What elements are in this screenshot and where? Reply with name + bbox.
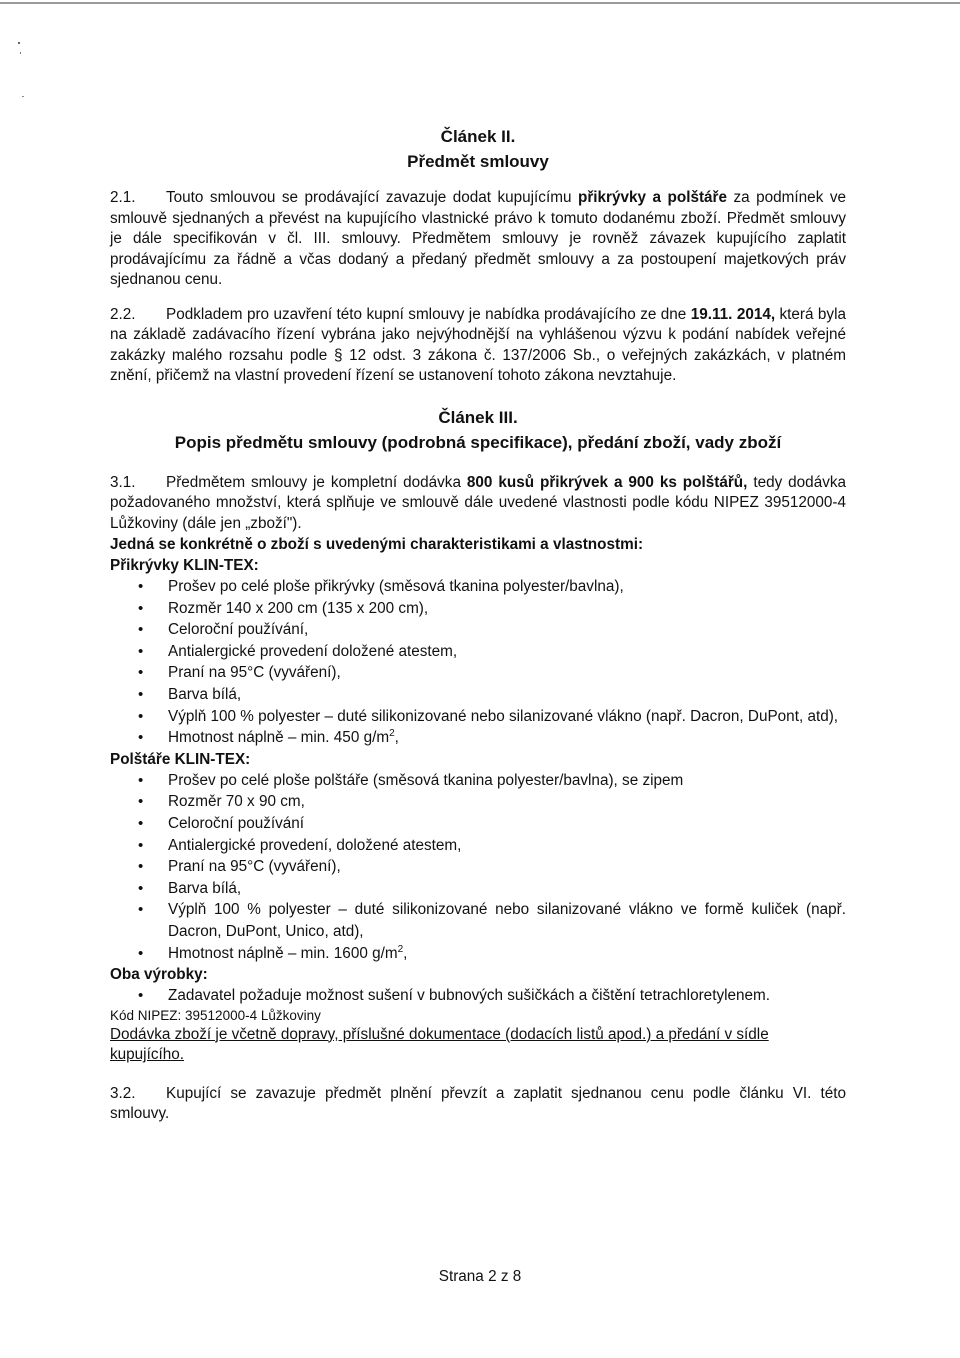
text: tedy dodávka požadovaného množství, která splňuje ve smlouvě dále uvedené vlastnosti podle kódu NIPEZ 39512000-4 Lůžkoviny (dále jen „zboží"). [110, 473, 847, 532]
article-3-title: Článek III. [438, 407, 518, 427]
list-item: • Výplň 100 % polyester – duté silikonizované nebo silanizované vlákno (např. Dacron, DuPont, atd), [138, 706, 846, 728]
text: , [394, 729, 399, 747]
list-item: • Barva bílá, [138, 684, 846, 706]
list-item: • Praní na 95°C (vyváření), [138, 662, 846, 684]
article-3-subtitle: Popis předmětu smlouvy (podrobná specifikace), předání zboží, vady zboží [174, 432, 782, 452]
bold-text: přikrývky a polštáře [577, 189, 728, 206]
scan-top-border [0, 2, 960, 4]
page-number: Strana 2 z 8 [438, 1268, 522, 1285]
characteristics-intro: Jedná se konkrétně o zboží s uvedenými charakteristikami a vlastnostmi: [110, 536, 644, 553]
list-item: • Prošev po celé ploše přikrývky (směsová tkanina polyester/bavlna), [138, 576, 846, 598]
list-item: • Barva bílá, [138, 878, 846, 900]
list-item: • Antialergické provedení, doložené atestem, [138, 835, 846, 857]
both-products-list [110, 985, 846, 1007]
list-item [138, 727, 846, 749]
paragraph-number: 3.2. [110, 1084, 136, 1102]
blankets-heading: Přikrývky KLIN-TEX: [110, 557, 259, 574]
delivery-terms: Dodávka zboží je včetně dopravy, příslušné dokumentace (dodacích listů apod.) a předání v sídle kupujícího. [110, 1025, 769, 1064]
text: za podmínek ve smlouvě sjednaných a převést na kupujícího vlastnické právo k tomuto dodanému zboží. Předmět smlouvy je dále specifikován v čl. III. smlouvy. Předmětem smlouvy je rovněž závazek kupujícího zaplatit prodávajícímu za řádně a včas dodaný a předaný předmět smlouvy a za postoupení majetkových práv sjednanou cenu. [110, 189, 846, 288]
text: Předmětem smlouvy je kompletní dodávka [166, 473, 467, 491]
list-item: • Výplň 100 % polyester – duté silikonizované nebo silanizované vlákno ve formě kuliček (např. Dacron, DuPont, Unico, atd), [138, 899, 846, 942]
paragraph-number: 3.1. [110, 473, 136, 491]
paragraph-3-2 [110, 1084, 846, 1125]
scan-speck [22, 96, 24, 97]
list-item: • Zadavatel požaduje možnost sušení v bubnových sušičkách a čištění tetrachloretylenem. [138, 985, 846, 1007]
list-item: • Rozměr 70 x 90 cm, [138, 791, 846, 813]
text: která byla na základě zadávacího řízení vybrána jako nejvýhodnější na vyhlášenou výzvu k podání nabídek veřejné zakázky malého rozsahu podle § 12 odst. 3 zákona č. 137/2006 Sb., o veřejných zakázkách, v platném znění, přičemž na vlastní provedení řízení se ustanovení tohoto zákona nevztahuje. [110, 305, 846, 384]
article-2-title: Článek II. [440, 127, 516, 146]
list-item: • Rozměr 140 x 200 cm (135 x 200 cm), [138, 598, 846, 620]
superscript: 2 [397, 943, 404, 955]
paragraph-number: 2.1. [110, 189, 136, 206]
list-item: • Prošev po celé ploše polštáře (směsová tkanina polyester/bavlna), se zipem [138, 770, 846, 792]
paragraph-2-2 [110, 305, 846, 387]
list-item: • Celoroční používání [138, 813, 846, 835]
list-item: • Antialergické provedení doložené atestem, [138, 641, 846, 663]
superscript: 2 [389, 728, 395, 740]
text: Touto smlouvou se prodávající zavazuje dodat kupujícímu [166, 189, 578, 206]
pillows-heading: Polštáře KLIN-TEX: [110, 750, 251, 768]
nipez-code: Kód NIPEZ: 39512000-4 Lůžkoviny [110, 1007, 321, 1023]
text: Kupující se zavazuje předmět plnění převzít a zaplatit sjednanou cenu podle článku VI. této smlouvy. [110, 1084, 846, 1123]
paragraph-3-1 [110, 473, 846, 535]
list-item [138, 943, 846, 965]
text: Hmotnost náplně – min. 450 g/m [168, 729, 390, 747]
scan-speck [20, 52, 21, 54]
text: Podkladem pro uzavření této kupní smlouvy je nabídka prodávajícího ze dne [166, 305, 691, 323]
text: , [403, 944, 408, 962]
both-products-heading: Oba výrobky: [110, 966, 208, 984]
bold-text: 800 kusů přikrývek a 900 ks polštářů, [466, 473, 748, 491]
paragraph-2-1 [110, 188, 846, 291]
blankets-list [110, 576, 846, 749]
article-2-subtitle: Předmět smlouvy [407, 152, 549, 171]
list-item: • Praní na 95°C (vyváření), [138, 856, 846, 878]
list-item: • Celoroční používání, [138, 619, 846, 641]
pillows-list [110, 770, 846, 964]
scan-speck [18, 42, 20, 44]
bold-text: 19.11. 2014, [690, 305, 776, 323]
text: Hmotnost náplně – min. 1600 g/m [168, 944, 398, 962]
paragraph-number: 2.2. [110, 305, 136, 323]
